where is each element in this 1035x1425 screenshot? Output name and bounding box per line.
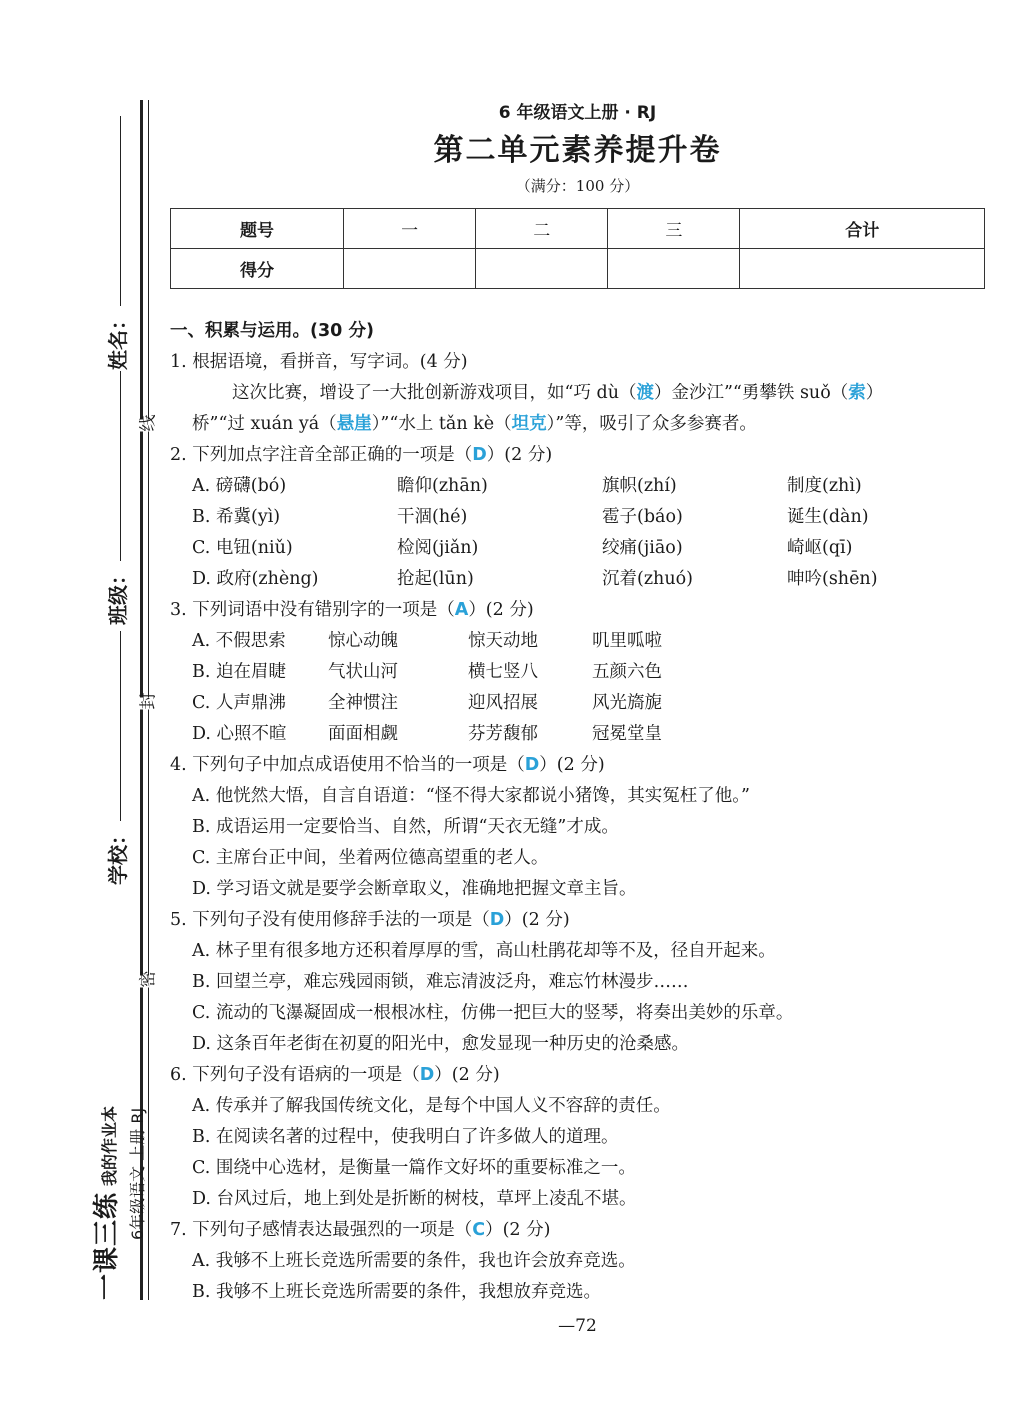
answer: 坦克 [511,414,547,434]
option: 惊心动魄 [328,631,398,651]
score-table-cell: 一 [344,209,476,249]
score-table-cell: 题号 [171,209,344,249]
option: A. 我够不上班长竞选所需要的条件，我也许会放弃竞选。 [192,1251,636,1271]
option: 气状山河 [328,662,398,682]
section-heading: 一、积累与运用。(30 分) [170,321,374,341]
class-label: 班级： [106,565,130,625]
exam-content [170,316,990,1308]
option-row [170,471,990,502]
answer: D [472,445,487,465]
text-segment: 5. 下列句子没有使用修辞手法的一项是（ [170,910,490,930]
option: C. 围绕中心选材，是衡量一篇作文好坏的重要标准之一。 [192,1158,636,1178]
option: D. 台风过后，地上到处是折断的树枝，草坪上凌乱不堪。 [192,1189,637,1209]
option: 五颜六色 [592,662,662,682]
option: A. 传承并了解我国传统文化，是每个中国人义不容辞的责任。 [192,1096,671,1116]
option: B. 迫在眉睫 [192,662,286,682]
score-input-cell[interactable] [740,249,985,289]
question-text [170,409,990,440]
answer: 索 [848,383,866,403]
option: 冠冕堂皇 [592,724,662,744]
text-segment: 4. 下列句子中加点成语使用不恰当的一项是（ [170,755,525,775]
question-stem [170,750,990,781]
option: A. 林子里有很多地方还积着厚厚的雪，高山杜鹃花却等不及，径自开起来。 [192,941,776,961]
option: B. 希冀(yì) [192,507,281,527]
option: 沉着(zhuó) [602,569,693,589]
score-table-score-row [171,249,985,289]
text-segment: ） [865,383,884,403]
option-row [170,533,990,564]
header-subtitle: 6 年级语文上册 · RJ [498,103,657,123]
text-segment: ）金沙江”“勇攀铁 suǒ（ [653,383,849,403]
question-stem: 1. 根据语境，看拼音，写字词。(4 分) [170,352,468,372]
option: 抢起(lūn) [397,569,474,589]
score-table-cell: 三 [608,209,740,249]
score-table-cell: 二 [476,209,608,249]
text-segment: 7. 下列句子感情表达最强烈的一项是（ [170,1220,473,1240]
option: 检阅(jiǎn) [397,538,479,558]
option: B. 回望兰亭，难忘残园雨锁，难忘清波泛舟，难忘竹林漫步…… [192,972,689,992]
option: A. 他恍然大悟，自言自语道：“怪不得大家都说小猪馋，其实冤枉了他。” [192,786,750,806]
score-input-cell[interactable] [476,249,608,289]
option: 绞痛(jiāo) [602,538,683,558]
option: 横七竖八 [468,662,538,682]
option: D. 心照不暄 [192,724,287,744]
option: A. 不假思索 [192,631,286,651]
option: 瞻仰(zhān) [397,476,488,496]
option-row [170,657,990,688]
option: 风光旖旎 [592,693,662,713]
text-segment: ）(2 分) [504,910,570,930]
brand-grade: 6年级语文 上册 RJ [128,1107,147,1240]
question-stem [170,1215,990,1246]
brand-main: 一课三练 [92,1191,122,1300]
answer: D [489,910,505,930]
option: C. 主席台正中间，坐着两位德高望重的老人。 [192,848,549,868]
question-stem [170,1060,990,1091]
answer: 悬崖 [336,414,372,434]
class-field [102,371,131,625]
seal-word-seal: 封 [131,698,162,710]
answer: 渡 [636,383,654,403]
option: 迎风招展 [468,693,538,713]
option-row [170,688,990,719]
question-stem [170,905,990,936]
text-segment: 桥”“过 xuán yá（ [192,414,337,434]
question-stem [170,595,990,626]
option: A. 磅礴(bó) [192,476,287,496]
seal-word-line: 线 [131,420,162,432]
text-segment: 3. 下列词语中没有错别字的一项是（ [170,600,455,620]
option: B. 在阅读名著的过程中，使我明白了许多做人的道理。 [192,1127,619,1147]
score-table-cell: 合计 [740,209,985,249]
option-row [170,626,990,657]
text-segment: 这次比赛，增设了一大批创新游戏项目，如“巧 dù（ [232,383,637,403]
text-segment: 6. 下列句子没有语病的一项是（ [170,1065,420,1085]
page-title: 第二单元素养提升卷 [433,133,722,168]
score-table-cell: 得分 [171,249,344,289]
text-segment: ）”“水上 tǎn kè（ [371,414,512,434]
name-label: 姓名： [106,310,130,370]
option: 诞生(dàn) [787,507,869,527]
option-row [170,719,990,750]
answer: D [419,1065,435,1085]
score-input-cell[interactable] [344,249,476,289]
answer: C [472,1220,486,1240]
score-table [170,208,985,289]
school-field [102,631,131,885]
full-score: （满分：100 分） [515,177,640,195]
brand-block [86,1106,148,1300]
text-segment: ）(2 分) [539,755,605,775]
page-number: —72 [558,1316,597,1336]
option: 崎岖(qī) [787,538,853,558]
option: B. 成语运用一定要恰当、自然，所谓“天衣无缝”才成。 [192,817,619,837]
option: D. 这条百年老街在初夏的阳光中，愈发显现一种历史的沧桑感。 [192,1034,690,1054]
option: 雹子(báo) [602,507,683,527]
score-table-header-row [171,209,985,249]
option: 旗帜(zhí) [602,476,677,496]
text-segment: ）”等，吸引了众多参赛者。 [546,414,757,434]
brand-sub: 我的作业本 [100,1105,119,1186]
option: D. 政府(zhèng) [192,569,319,589]
text-segment: ）(2 分) [485,1220,551,1240]
option: 制度(zhì) [787,476,862,496]
option: 面面相觑 [328,724,398,744]
option-row [170,502,990,533]
score-input-cell[interactable] [608,249,740,289]
option: 芬芳馥郁 [468,724,538,744]
option: D. 学习语文就是要学会断章取义，准确地把握文章主旨。 [192,879,637,899]
question-stem [170,440,990,471]
class-underline [118,371,121,561]
option: B. 我够不上班长竞选所需要的条件，我想放弃竞选。 [192,1282,601,1302]
option: 呻吟(shēn) [787,569,878,589]
seal-word-secret: 密 [131,976,162,988]
option: 叽里呱啦 [592,631,662,651]
option: 干涸(hé) [397,507,468,527]
school-label: 学校： [106,825,130,885]
text-segment: ）(2 分) [434,1065,500,1085]
option: 全神惯注 [328,693,398,713]
text-segment: ）(2 分) [486,445,553,465]
text-segment: 2. 下列加点字注音全部正确的一项是（ [170,445,473,465]
option: 惊天动地 [468,631,538,651]
text-segment: ）(2 分) [468,600,534,620]
question-text [170,378,990,409]
answer: D [524,755,540,775]
school-underline [118,631,121,821]
option: C. 人声鼎沸 [192,693,286,713]
answer: A [454,600,469,620]
option-row [170,564,990,595]
option: C. 流动的飞瀑凝固成一根根冰柱，仿佛一把巨大的竖琴，将奏出美妙的乐章。 [192,1003,794,1023]
option: C. 电钮(niǔ) [192,538,293,558]
